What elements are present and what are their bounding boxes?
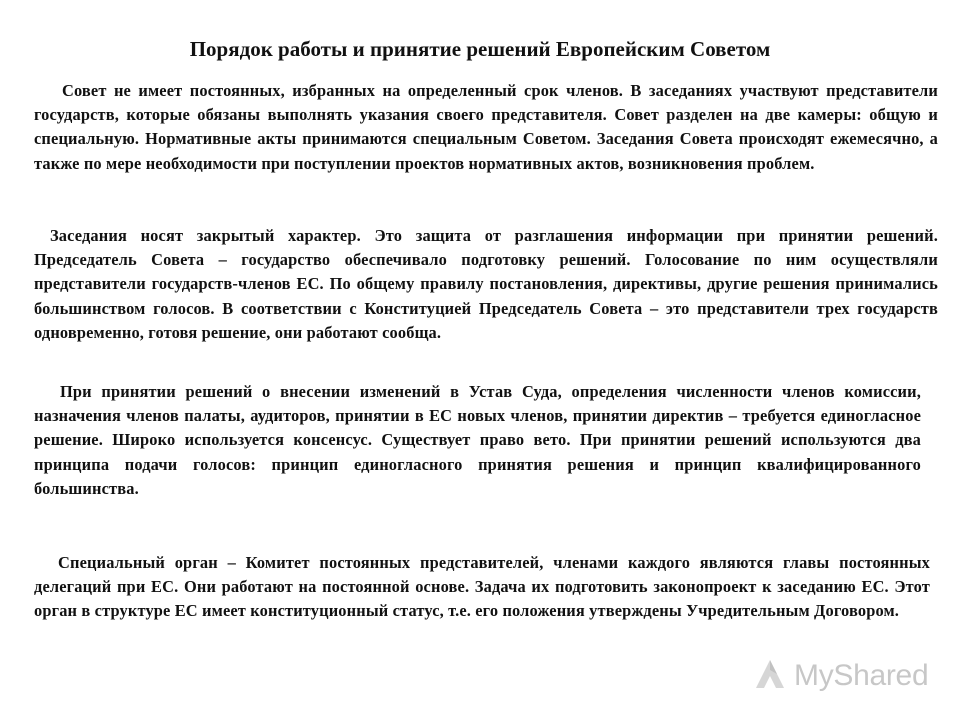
slide-title: Порядок работы и принятие решений Европейским Советом: [189, 37, 771, 61]
myshared-logo-icon: [752, 656, 788, 697]
paragraph-closed-sessions: Заседания носят закрытый характер. Это защита от разглашения информации при принятии решений. Председатель Совета – государство обеспечивало подготовку решений. Голосование по ним осуществляли представители государств-членов ЕС. По общему правилу постановления, директивы, другие решения принимались большинством голосов. В соответствии с Конституцией Председатель Совета – это представители трех государств одновременно, готовя решение, они работают сообща.: [34, 226, 938, 342]
paragraph-unanimous-decisions: При принятии решений о внесении изменений в Устав Суда, определения численности членов комиссии, назначения членов палаты, аудиторов, принятии в ЕС новых членов, принятии директив – требуется единогласное решение. Широко используется консенсус. Существует право вето. При принятии решений используются два принципа подачи голосов: принцип единогласного принятия решения и принцип квалифицированного большинства.: [34, 382, 921, 498]
paragraph-coreper: Специальный орган – Комитет постоянных представителей, членами каждого являются главы постоянных делегаций при ЕС. Они работают на постоянной основе. Задача их подготовить законопроект к заседанию ЕС. Этот орган в структуре ЕС имеет конституционный статус, т.е. его положения утверждены Учредительным Договором.: [34, 553, 930, 621]
watermark: [752, 656, 928, 696]
paragraph-council-membership: Совет не имеет постоянных, избранных на определенный срок членов. В заседаниях участвуют представители государств, которые обязаны выполнять указания своего представителя. Совет разделен на две камеры: общую и специальную. Нормативные акты принимаются специальным Советом. Заседания Совета происходят ежемесячно, а также по мере необходимости при поступлении проектов нормативных актов, возникновения проблем.: [34, 81, 938, 173]
watermark-text: MyShared: [794, 659, 929, 692]
